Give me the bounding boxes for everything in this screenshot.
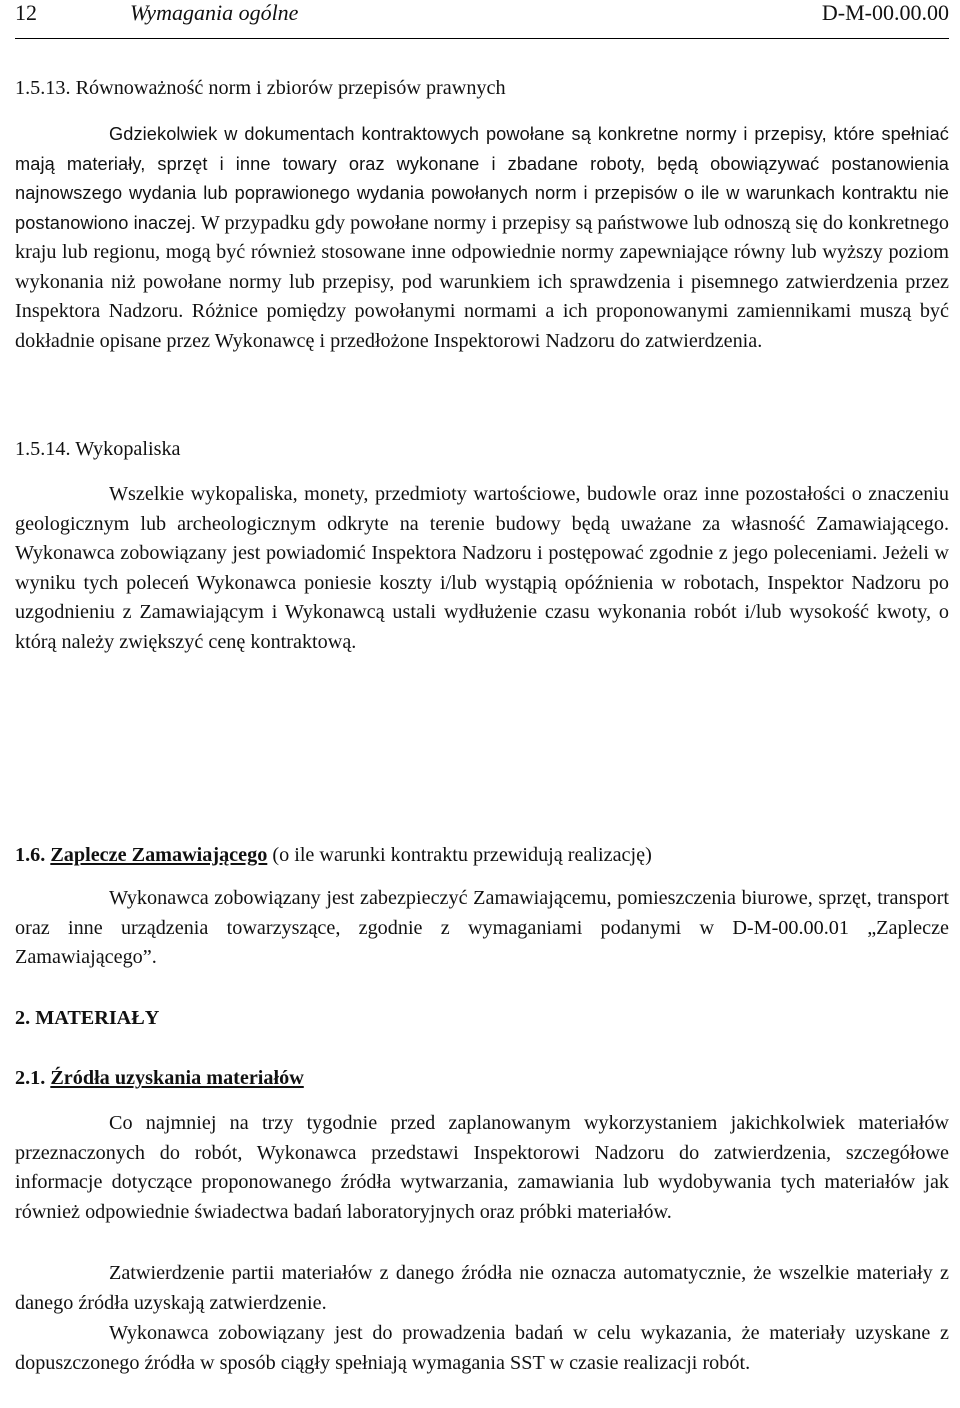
section-number: 1.5.14.: [15, 438, 71, 460]
section-title: Wykopaliska: [75, 438, 181, 460]
section-heading-1-5-14: [15, 435, 949, 465]
section-number: 1.5.13.: [15, 77, 71, 99]
section-heading-2-1: [15, 1064, 949, 1094]
section-title: Równoważność norm i zbiorów przepisów prawnych: [75, 77, 506, 99]
section-title: Źródła uzyskania materiałów: [50, 1067, 304, 1089]
section-heading-1-6: [15, 841, 949, 871]
chapter-heading-materials: 2. MATERIAŁY: [15, 1007, 160, 1029]
paragraph-text: W przypadku gdy powołane normy i przepisy są państwowe lub odnoszą się do konkretnego kraju lub regionu, mogą być również stosowane inne odpowiednie normy zapewniające równy lub wyższy poziom wykonania niż powołane normy lub przepisy, pod warunkiem ich sprawdzenia i pisemnego zatwierdzenia przez Inspektora Nadzoru. Różnice pomiędzy powołanymi normami a ich proponowanymi zamiennikami muszą być dokładnie opisane przez Wykonawcę i przedłożone Inspektorowi Nadzoru do zatwierdzenia.: [15, 211, 950, 352]
paragraph-excavations: [15, 480, 949, 657]
paragraph-text: Wykonawca zobowiązany jest zabezpieczyć Zamawiającemu, pomieszczenia biurowe, sprzęt, transport oraz inne urządzenia towarzyszące, zgodnie z wymaganiami podanymi w D-M-00.00.01 „Zaplecze Zamawiającego”.: [15, 887, 949, 968]
paragraph-sources-1: [15, 1109, 949, 1227]
document-code: D-M-00.00.00: [821, 0, 949, 25]
section-title-suffix: (o ile warunki kontraktu przewidują realizację): [267, 844, 652, 866]
paragraph-facilities: [15, 884, 949, 973]
paragraph-sources-2: [15, 1259, 949, 1318]
paragraph-text: Zatwierdzenie partii materiałów z danego źródła nie oznacza automatycznie, że wszelkie materiały z danego źródła uzyskają zatwierdzenie.: [15, 1262, 949, 1314]
paragraph-sources-3: [15, 1319, 949, 1378]
page-header: [15, 0, 949, 39]
paragraph-text: Co najmniej na trzy tygodnie przed zaplanowanym wykorzystaniem jakichkolwiek materiałów przeznaczonych do robót, Wykonawca przedstawi Inspektorowi Nadzoru do zatwierdzenia, szczegółowe informacje dotyczące proponowanego źródła wytwarzania, zamawiania lub wydobywania tych materiałów jak również odpowiednie świadectwa badań laboratoryjnych oraz próbki materiałów.: [15, 1112, 949, 1223]
paragraph-equivalence: [15, 120, 949, 356]
running-title: Wymagania ogólne: [130, 0, 299, 25]
paragraph-text: Wszelkie wykopaliska, monety, przedmioty wartościowe, budowle oraz inne pozostałości o znaczeniu geologicznym lub archeologicznym odkryte na terenie budowy będą uważane za własność Zamawiającego. Wykonawca zobowiązany jest powiadomić Inspektora Nadzoru i postępować zgodnie z jego poleceniami. Jeżeli w wyniku tych poleceń Wykonawca poniesie koszty i/lub wystąpią opóźnienia w robotach, Inspektor Nadzoru po uzgodnieniu z Zamawiającym i Wykonawcą ustali wydłużenie czasu wykonania robót i/lub wysokość kwoty, o którą należy zwiększyć cenę kontraktową.: [15, 483, 949, 653]
section-number: 2.1.: [15, 1067, 46, 1089]
section-heading-1-5-13: [15, 74, 949, 104]
page-number: 12: [15, 0, 37, 25]
paragraph-text: Wykonawca zobowiązany jest do prowadzenia badań w celu wykazania, że materiały uzyskane z dopuszczonego źródła w sposób ciągły spełniają wymagania SST w czasie realizacji robót.: [15, 1322, 949, 1374]
paragraph-text-sans: Gdziekolwiek w dokumentach kontraktowych powołane są konkretne normy i przepisy, które spełniać mają materiały, sprzęt i inne towary oraz wykonane i zbadane roboty, będą obowiązywać postanowienia najnowszego wydania lub poprawionego wydania powołanych norm i przepisów o ile w warunkach kontraktu nie postanowiono inaczej.: [15, 124, 949, 233]
section-title: Zaplecze Zamawiającego: [50, 844, 268, 866]
section-number: 1.6.: [15, 844, 46, 866]
